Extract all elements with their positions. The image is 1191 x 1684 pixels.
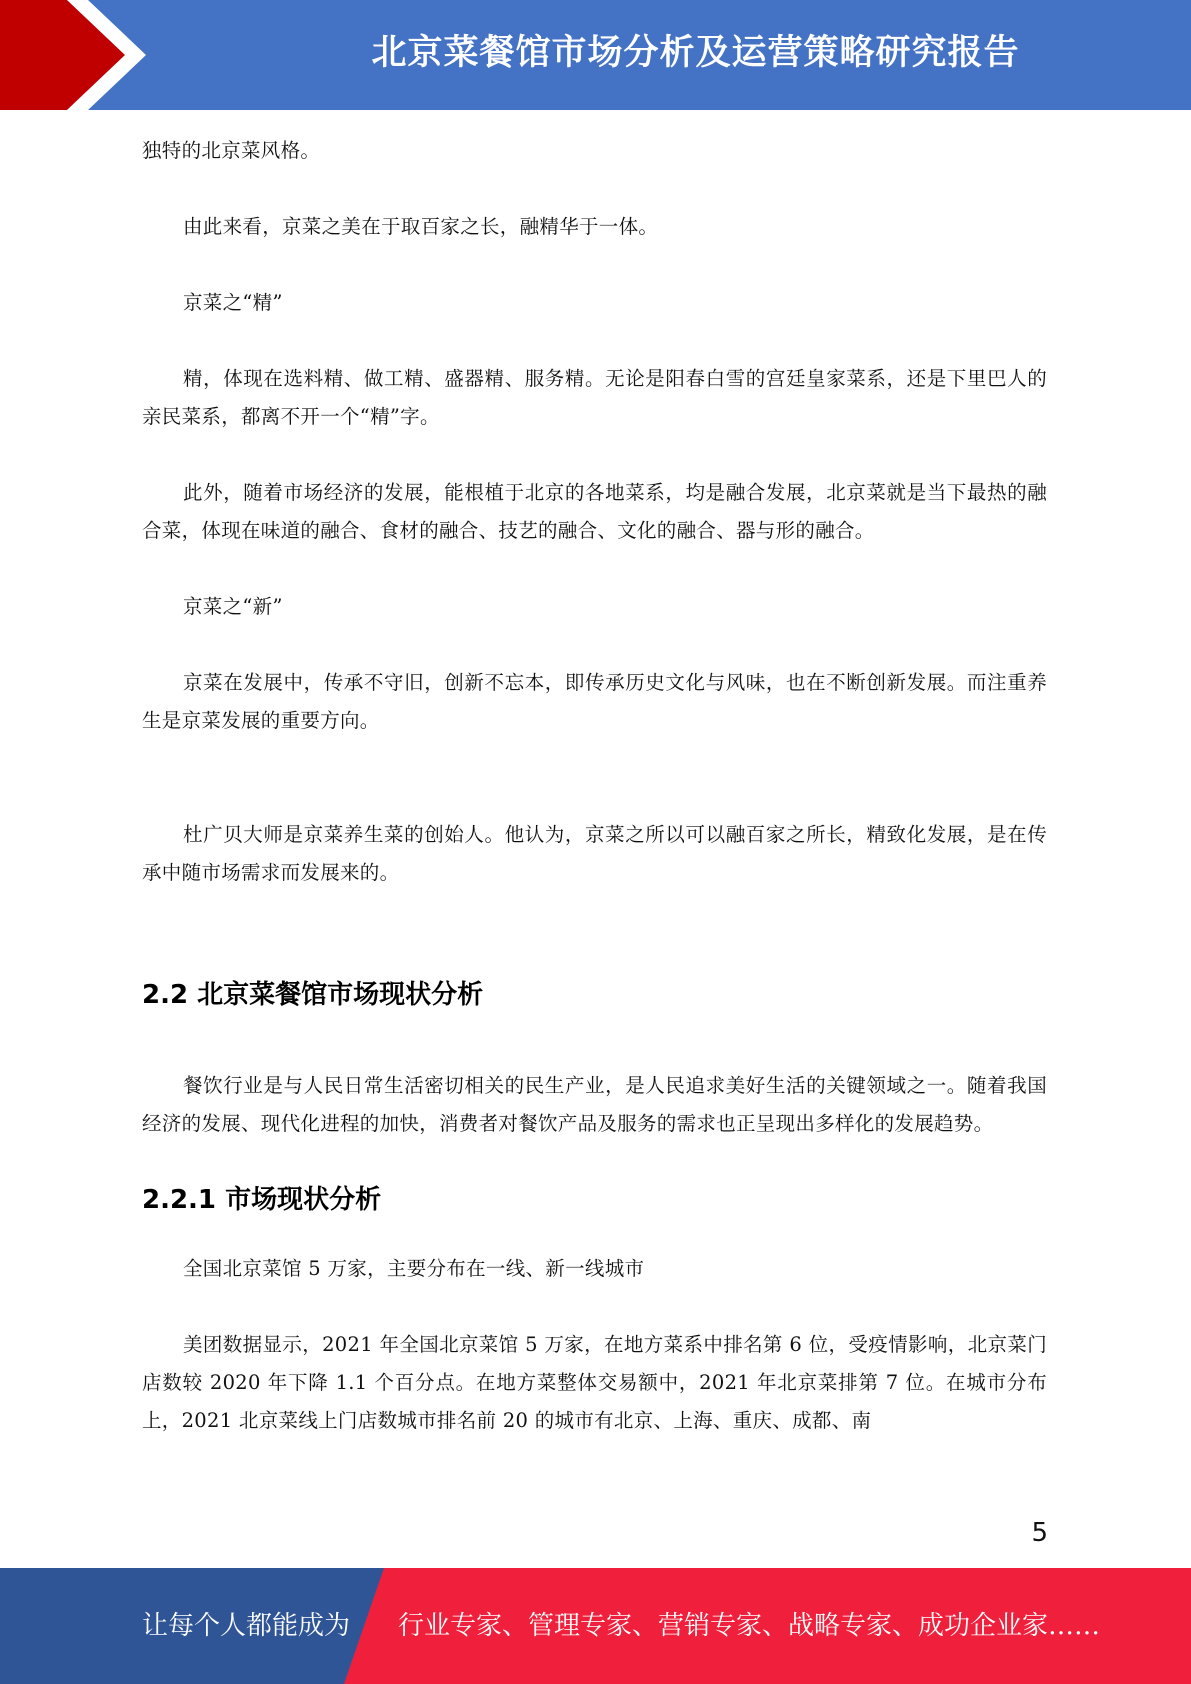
subsection-heading: 2.2.1 市场现状分析 xyxy=(142,1185,382,1215)
header-arrow-decoration xyxy=(0,0,200,110)
paragraph: 餐饮行业是与人民日常生活密切相关的民生产业，是人民追求美好生活的关键领域之一。随着我国经济的发展、现代化进程的加快，消费者对餐饮产品及服务的需求也正呈现出多样化的发展趋势。 xyxy=(142,1074,1047,1135)
paragraph: 此外，随着市场经济的发展，能根植于北京的各地菜系，均是融合发展，北京菜就是当下最热的融合菜，体现在味道的融合、食材的融合、技艺的融合、文化的融合、器与形的融合。 xyxy=(142,481,1047,542)
paragraph: 独特的北京菜风格。 xyxy=(142,139,321,162)
page-footer xyxy=(0,1568,1191,1684)
page-body xyxy=(142,132,1047,1440)
page-number: 5 xyxy=(1031,1518,1048,1548)
footer-slogan-left: 让每个人都能成为 xyxy=(142,1611,351,1641)
subheading-jing: 京菜之“精” xyxy=(183,291,283,314)
section-heading: 2.2 北京菜餐馆市场现状分析 xyxy=(142,980,484,1010)
subheading-xin: 京菜之“新” xyxy=(183,595,283,618)
paragraph: 杜广贝大师是京菜养生菜的创始人。他认为，京菜之所以可以融百家之所长，精致化发展，是在传承中随市场需求而发展来的。 xyxy=(142,823,1047,884)
page-header xyxy=(0,0,1191,110)
paragraph: 精，体现在选料精、做工精、盛器精、服务精。无论是阳春白雪的宫廷皇家菜系，还是下里巴人的亲民菜系，都离不开一个“精”字。 xyxy=(142,367,1047,428)
footer-slogan-right: 行业专家、管理专家、营销专家、战略专家、成功企业家…… xyxy=(398,1611,1101,1641)
paragraph: 全国北京菜馆 5 万家，主要分布在一线、新一线城市 xyxy=(183,1257,645,1280)
paragraph: 由此来看，京菜之美在于取百家之长，融精华于一体。 xyxy=(183,215,659,238)
paragraph: 美团数据显示，2021 年全国北京菜馆 5 万家，在地方菜系中排名第 6 位，受疫情影响，北京菜门店数较 2020 年下降 1.1 个百分点。在地方菜整体交易额中，2021 年北京菜排第 7 位。在城市分布上，2021 北京菜线上门店数城市排名前 20 的城市有北京、上海、重庆、成都、南 xyxy=(142,1333,1047,1432)
report-title: 北京菜餐馆市场分析及运营策略研究报告 xyxy=(371,33,1020,73)
paragraph: 京菜在发展中，传承不守旧，创新不忘本，即传承历史文化与风味，也在不断创新发展。而注重养生是京菜发展的重要方向。 xyxy=(142,671,1047,732)
